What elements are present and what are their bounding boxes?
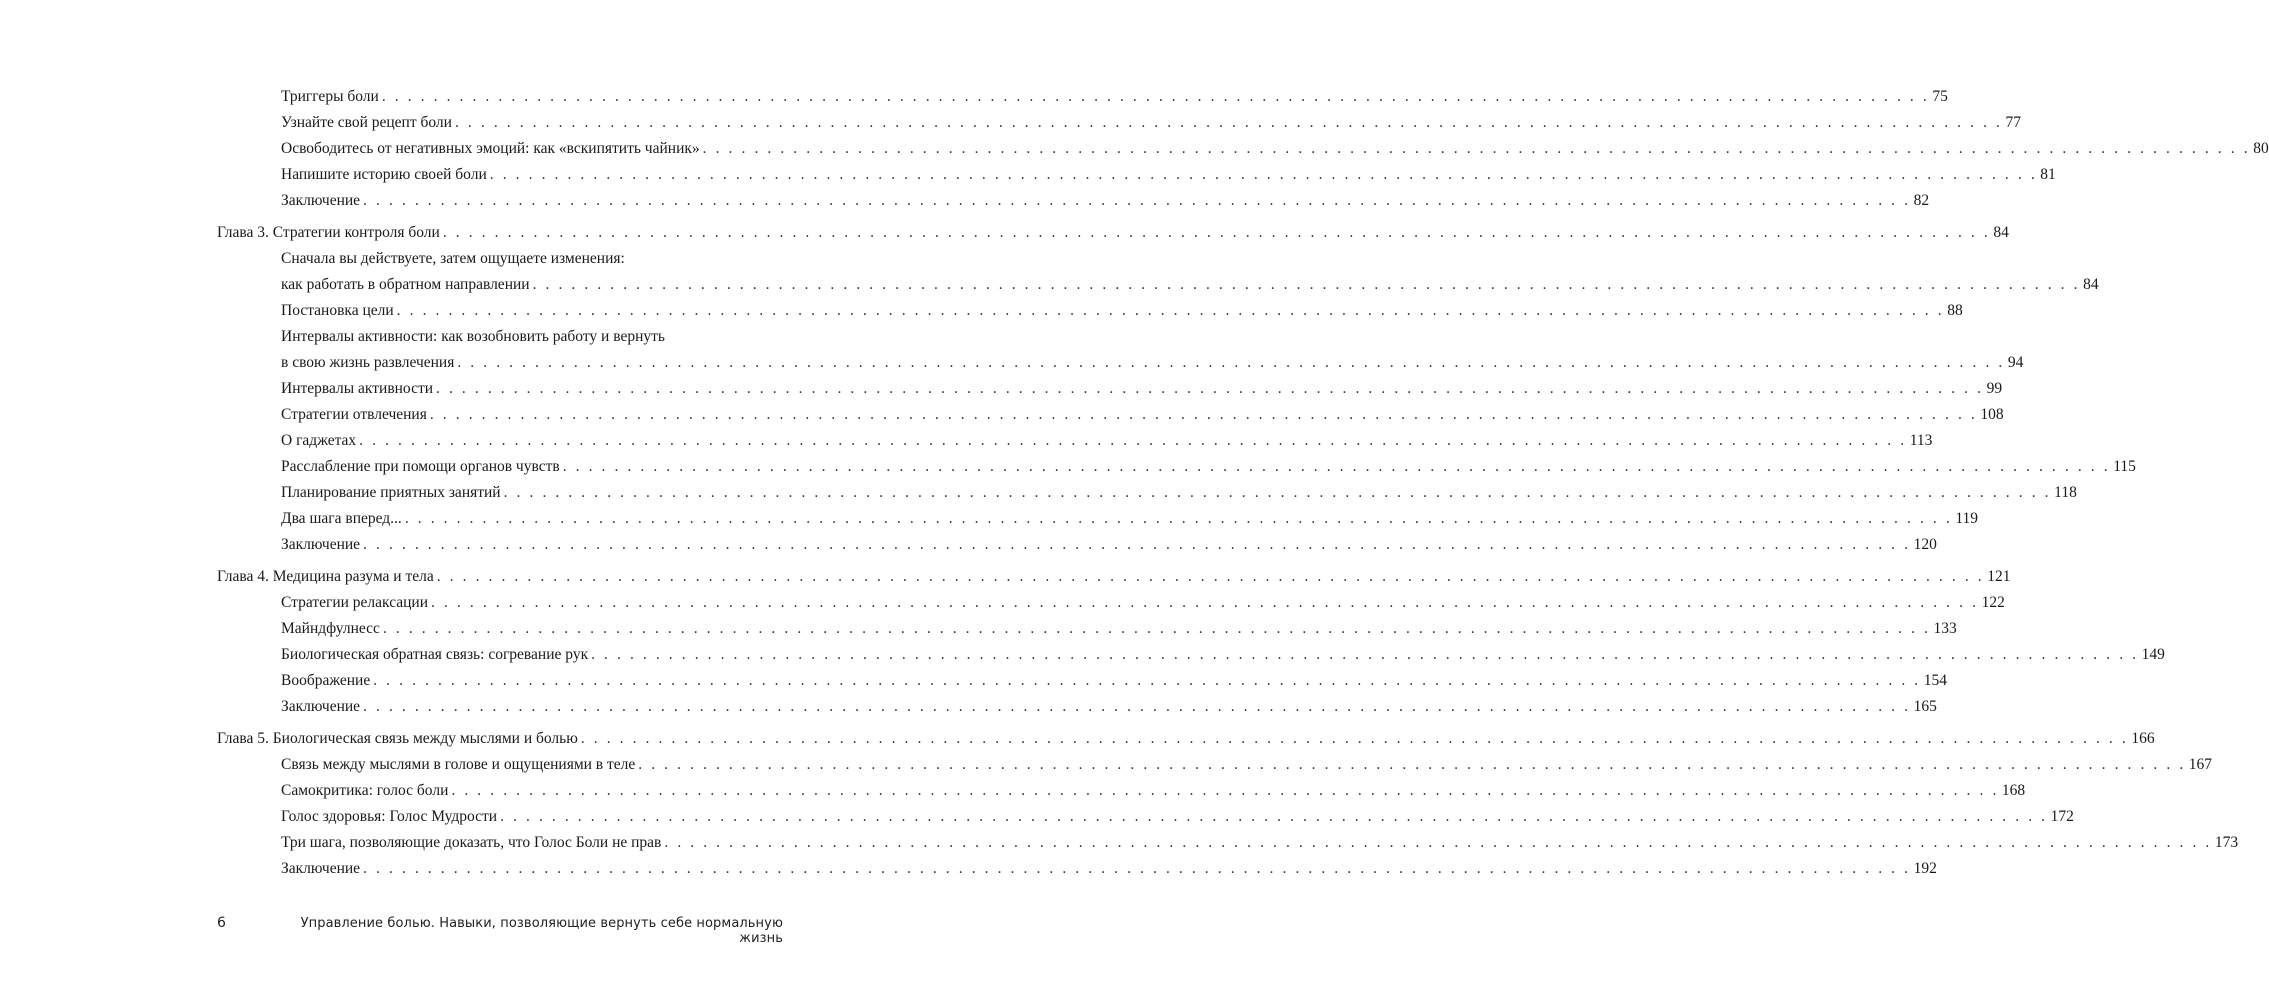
- dot-leader: . . . . . . . . . . . . . . . . . . . . . . . . . . . . . . . . . . . . . . . . . . . . . . . . . . . . . . . . . . . . . . . . . . . . . . . . . . . . . . . . . . . . . . . . . . . . . . . . . . . . . . . . . . . . . . . . . . . . . . . .: [664, 834, 2212, 851]
- toc-entry-title: Триггеры боли: [281, 88, 379, 105]
- toc-entry-title: Планирование приятных занятий: [281, 484, 501, 501]
- toc-entry-row: [281, 830, 2239, 856]
- toc-entry-page-number: 84: [1993, 224, 2009, 241]
- toc-section-entry: [217, 590, 2005, 616]
- toc-entry-page-number: 154: [1923, 672, 1947, 689]
- toc-section-entry: [217, 188, 1930, 214]
- toc-entry-title: Два шага вперед...: [281, 510, 402, 527]
- toc-entry-row: [281, 642, 2165, 668]
- toc-entry-page-number: 82: [1913, 192, 1930, 209]
- toc-entry-title: Самокритика: голос боли: [281, 782, 449, 799]
- toc-entry-title: Майндфулнесс: [281, 620, 380, 637]
- toc-chapter-entry: [217, 726, 2155, 752]
- toc-entry-title-line: Сначала вы действуете, затем ощущаете изменения:: [281, 250, 625, 267]
- toc-section-entry: [217, 454, 2136, 480]
- dot-leader: . . . . . . . . . . . . . . . . . . . . . . . . . . . . . . . . . . . . . . . . . . . . . . . . . . . . . . . . . . . . . . . . . . . . . . . . . . . . . . . . . . . . . . . . . . . . . . . . . . . . . . . . . . . . . . . . . . . . . . . .: [638, 756, 2186, 773]
- toc-entry-page-number: 115: [2113, 458, 2136, 475]
- toc-entry-page-number: 80: [2253, 140, 2269, 157]
- toc-entry-page-number: 168: [2001, 782, 2026, 799]
- toc-entry-row: [281, 694, 1937, 720]
- dot-leader: . . . . . . . . . . . . . . . . . . . . . . . . . . . . . . . . . . . . . . . . . . . . . . . . . . . . . . . . . . . . . . . . . . . . . . . . . . . . . . . . . . . . . . . . . . . . . . . . . . . . . . . . . . . . . . . . . . . . . . . .: [442, 224, 1991, 241]
- toc-section-entry: [217, 428, 1933, 454]
- toc-entry-title: Воображение: [281, 672, 371, 689]
- toc-section-entry: [217, 616, 1957, 642]
- toc-entry-page-number: 173: [2214, 834, 2239, 851]
- toc-section-entry: [217, 376, 2003, 402]
- toc-entry-title: Заключение: [281, 860, 361, 877]
- table-of-contents: [217, 84, 2269, 882]
- page-footer: [217, 915, 783, 946]
- toc-entry-row: [281, 298, 1963, 324]
- dot-leader: . . . . . . . . . . . . . . . . . . . . . . . . . . . . . . . . . . . . . . . . . . . . . . . . . . . . . . . . . . . . . . . . . . . . . . . . . . . . . . . . . . . . . . . . . . . . . . . . . . . . . . . . . . . . . . . . . . . . . . . .: [373, 672, 1921, 689]
- dot-leader: . . . . . . . . . . . . . . . . . . . . . . . . . . . . . . . . . . . . . . . . . . . . . . . . . . . . . . . . . . . . . . . . . . . . . . . . . . . . . . . . . . . . . . . . . . . . . . . . . . . . . . . . . . . . . . . . . . . . . . . .: [431, 594, 1979, 611]
- toc-section-entry: [217, 136, 2269, 162]
- toc-entry-page-number: 108: [1980, 406, 2004, 423]
- toc-entry-row: [281, 272, 2099, 298]
- toc-entry-title: Интервалы активности: [281, 380, 434, 397]
- toc-entry-title: Биологическая обратная связь: согревание рук: [281, 646, 589, 663]
- toc-entry-row: [281, 856, 1937, 882]
- toc-section-entry: [217, 298, 1963, 324]
- dot-leader: . . . . . . . . . . . . . . . . . . . . . . . . . . . . . . . . . . . . . . . . . . . . . . . . . . . . . . . . . . . . . . . . . . . . . . . . . . . . . . . . . . . . . . . . . . . . . . . . . . . . . . . . . . . . . . . . . . . . . . . .: [429, 406, 1978, 423]
- toc-section-entry: [217, 752, 2213, 778]
- toc-entry-row: [281, 162, 2056, 188]
- dot-leader: . . . . . . . . . . . . . . . . . . . . . . . . . . . . . . . . . . . . . . . . . . . . . . . . . . . . . . . . . . . . . . . . . . . . . . . . . . . . . . . . . . . . . . . . . . . . . . . . . . . . . . . . . . . . . . . . . . . . . . . .: [591, 646, 2139, 663]
- toc-entry-row: [217, 564, 2011, 590]
- toc-entry-row: [281, 616, 1957, 642]
- toc-entry-page-number: 122: [1981, 594, 2005, 611]
- toc-entry-row: [281, 506, 1979, 532]
- toc-entry-title: Глава 3. Стратегии контроля боли: [217, 224, 440, 241]
- dot-leader: . . . . . . . . . . . . . . . . . . . . . . . . . . . . . . . . . . . . . . . . . . . . . . . . . . . . . . . . . . . . . . . . . . . . . . . . . . . . . . . . . . . . . . . . . . . . . . . . . . . . . . . . . . . . . . . . . . . . . . . .: [457, 354, 2005, 371]
- toc-entry-row: [281, 590, 2005, 616]
- toc-entry-row: [281, 480, 2077, 506]
- toc-section-entry: [217, 480, 2077, 506]
- toc-section-entry: [217, 532, 1937, 558]
- toc-entry-title: в свою жизнь развлечения: [281, 354, 455, 371]
- toc-section-entry: [217, 162, 2056, 188]
- toc-entry-row: [281, 532, 1937, 558]
- toc-entry-row: [281, 376, 2003, 402]
- dot-leader: . . . . . . . . . . . . . . . . . . . . . . . . . . . . . . . . . . . . . . . . . . . . . . . . . . . . . . . . . . . . . . . . . . . . . . . . . . . . . . . . . . . . . . . . . . . . . . . . . . . . . . . . . . . . . . . . . . . . . . . .: [489, 166, 2038, 183]
- toc-entry-row: [281, 804, 2074, 830]
- toc-entry-row: [281, 402, 2004, 428]
- toc-entry-title: Расслабление при помощи органов чувств: [281, 458, 560, 475]
- dot-leader: . . . . . . . . . . . . . . . . . . . . . . . . . . . . . . . . . . . . . . . . . . . . . . . . . . . . . . . . . . . . . . . . . . . . . . . . . . . . . . . . . . . . . . . . . . . . . . . . . . . . . . . . . . . . . . . . . . . . . . . .: [363, 536, 1911, 553]
- toc-entry-title: Глава 4. Медицина разума и тела: [217, 568, 434, 585]
- toc-entry-title: Стратегии отвлечения: [281, 406, 427, 423]
- toc-entry-title: Глава 5. Биологическая связь между мыслями и болью: [217, 730, 578, 747]
- toc-entry-page-number: 75: [1932, 88, 1948, 105]
- toc-entry-page-number: 120: [1913, 536, 1937, 553]
- dot-leader: . . . . . . . . . . . . . . . . . . . . . . . . . . . . . . . . . . . . . . . . . . . . . . . . . . . . . . . . . . . . . . . . . . . . . . . . . . . . . . . . . . . . . . . . . . . . . . . . . . . . . . . . . . . . . . . . . . . . . . . .: [580, 730, 2129, 747]
- toc-entry-row: [281, 428, 1933, 454]
- toc-entry-title: О гаджетах: [281, 432, 357, 449]
- toc-entry-title: Освободитесь от негативных эмоций: как «вскипятить чайник»: [281, 140, 700, 157]
- toc-entry-row: [281, 350, 2024, 376]
- dot-leader: . . . . . . . . . . . . . . . . . . . . . . . . . . . . . . . . . . . . . . . . . . . . . . . . . . . . . . . . . . . . . . . . . . . . . . . . . . . . . . . . . . . . . . . . . . . . . . . . . . . . . . . . . . . . . . . . . . . . . . . .: [404, 510, 1953, 527]
- dot-leader: . . . . . . . . . . . . . . . . . . . . . . . . . . . . . . . . . . . . . . . . . . . . . . . . . . . . . . . . . . . . . . . . . . . . . . . . . . . . . . . . . . . . . . . . . . . . . . . . . . . . . . . . . . . . . . . . . . . . . . . .: [381, 88, 1930, 105]
- toc-entry-title: Постановка цели: [281, 302, 394, 319]
- toc-entry-page-number: 118: [2054, 484, 2077, 501]
- toc-section-entry: [217, 830, 2239, 856]
- toc-entry-page-number: 149: [2141, 646, 2165, 663]
- toc-entry-title: Заключение: [281, 192, 361, 209]
- toc-entry-title: Стратегии релаксации: [281, 594, 429, 611]
- toc-entry-page-number: 121: [1987, 568, 2011, 585]
- toc-entry-row: [281, 136, 2269, 162]
- dot-leader: . . . . . . . . . . . . . . . . . . . . . . . . . . . . . . . . . . . . . . . . . . . . . . . . . . . . . . . . . . . . . . . . . . . . . . . . . . . . . . . . . . . . . . . . . . . . . . . . . . . . . . . . . . . . . . . . . . . . . . . .: [382, 620, 1931, 637]
- toc-entry-row: [281, 668, 1947, 694]
- page-number: 6: [217, 915, 226, 931]
- toc-entry-row: [217, 726, 2155, 752]
- running-title: Управление болью. Навыки, позволяющие вернуть себе нормальную жизнь: [300, 916, 783, 946]
- toc-entry-title: Связь между мыслями в голове и ощущениями в теле: [281, 756, 636, 773]
- toc-section-entry: [217, 110, 2021, 136]
- toc-chapter-entry: [217, 220, 2009, 246]
- toc-entry-row: [281, 110, 2021, 136]
- toc-entry-page-number: 167: [2188, 756, 2213, 773]
- dot-leader: . . . . . . . . . . . . . . . . . . . . . . . . . . . . . . . . . . . . . . . . . . . . . . . . . . . . . . . . . . . . . . . . . . . . . . . . . . . . . . . . . . . . . . . . . . . . . . . . . . . . . . . . . . . . . . . . . . . . . . . .: [363, 860, 1911, 877]
- toc-entry-page-number: 81: [2040, 166, 2056, 183]
- dot-leader: . . . . . . . . . . . . . . . . . . . . . . . . . . . . . . . . . . . . . . . . . . . . . . . . . . . . . . . . . . . . . . . . . . . . . . . . . . . . . . . . . . . . . . . . . . . . . . . . . . . . . . . . . . . . . . . . . . . . . . . .: [436, 568, 1985, 585]
- dot-leader: . . . . . . . . . . . . . . . . . . . . . . . . . . . . . . . . . . . . . . . . . . . . . . . . . . . . . . . . . . . . . . . . . . . . . . . . . . . . . . . . . . . . . . . . . . . . . . . . . . . . . . . . . . . . . . . . . . . . . . . .: [363, 698, 1911, 715]
- toc-entry-row: [217, 220, 2009, 246]
- toc-entry-title: Голос здоровья: Голос Мудрости: [281, 808, 498, 825]
- toc-entry-row: [281, 84, 1948, 110]
- toc-entry-title: Напишите историю своей боли: [281, 166, 487, 183]
- dot-leader: . . . . . . . . . . . . . . . . . . . . . . . . . . . . . . . . . . . . . . . . . . . . . . . . . . . . . . . . . . . . . . . . . . . . . . . . . . . . . . . . . . . . . . . . . . . . . . . . . . . . . . . . . . . . . . . . . . . . . . . .: [503, 484, 2052, 501]
- toc-entry-row: [281, 188, 1930, 214]
- toc-section-entry: [217, 84, 1948, 110]
- dot-leader: . . . . . . . . . . . . . . . . . . . . . . . . . . . . . . . . . . . . . . . . . . . . . . . . . . . . . . . . . . . . . . . . . . . . . . . . . . . . . . . . . . . . . . . . . . . . . . . . . . . . . . . . . . . . . . . . . . . . . . . .: [396, 302, 1945, 319]
- toc-entry-title-line: Интервалы активности: как возобновить работу и вернуть: [281, 328, 665, 345]
- toc-entry-page-number: 77: [2005, 114, 2021, 131]
- dot-leader: . . . . . . . . . . . . . . . . . . . . . . . . . . . . . . . . . . . . . . . . . . . . . . . . . . . . . . . . . . . . . . . . . . . . . . . . . . . . . . . . . . . . . . . . . . . . . . . . . . . . . . . . . . . . . . . . . . . . . . . .: [436, 380, 1984, 397]
- toc-entry-page-number: 99: [1986, 380, 2003, 397]
- toc-entry-page-number: 172: [2050, 808, 2074, 825]
- toc-section-entry: [217, 324, 2024, 376]
- toc-entry-row: [281, 752, 2213, 778]
- dot-leader: . . . . . . . . . . . . . . . . . . . . . . . . . . . . . . . . . . . . . . . . . . . . . . . . . . . . . . . . . . . . . . . . . . . . . . . . . . . . . . . . . . . . . . . . . . . . . . . . . . . . . . . . . . . . . . . . . . . . . . . .: [532, 276, 2081, 293]
- toc-section-entry: [217, 402, 2004, 428]
- dot-leader: . . . . . . . . . . . . . . . . . . . . . . . . . . . . . . . . . . . . . . . . . . . . . . . . . . . . . . . . . . . . . . . . . . . . . . . . . . . . . . . . . . . . . . . . . . . . . . . . . . . . . . . . . . . . . . . . . . . . . . . .: [359, 432, 1907, 449]
- toc-section-entry: [217, 856, 1937, 882]
- toc-entry-title: Заключение: [281, 698, 361, 715]
- dot-leader: . . . . . . . . . . . . . . . . . . . . . . . . . . . . . . . . . . . . . . . . . . . . . . . . . . . . . . . . . . . . . . . . . . . . . . . . . . . . . . . . . . . . . . . . . . . . . . . . . . . . . . . . . . . . . . . . . . . . . . . .: [500, 808, 2048, 825]
- toc-entry-row: [281, 454, 2136, 480]
- toc-section-entry: [217, 668, 1947, 694]
- toc-entry-page-number: 113: [1909, 432, 1933, 449]
- toc-section-entry: [217, 694, 1937, 720]
- toc-chapter-entry: [217, 564, 2011, 590]
- toc-entry-title: Узнайте свой рецепт боли: [281, 114, 452, 131]
- dot-leader: . . . . . . . . . . . . . . . . . . . . . . . . . . . . . . . . . . . . . . . . . . . . . . . . . . . . . . . . . . . . . . . . . . . . . . . . . . . . . . . . . . . . . . . . . . . . . . . . . . . . . . . . . . . . . . . . . . . . . . . .: [451, 782, 1999, 799]
- toc-section-entry: [217, 804, 2074, 830]
- toc-entry-page-number: 192: [1913, 860, 1937, 877]
- toc-section-entry: [217, 246, 2099, 298]
- toc-entry-page-number: 119: [1955, 510, 1979, 527]
- dot-leader: . . . . . . . . . . . . . . . . . . . . . . . . . . . . . . . . . . . . . . . . . . . . . . . . . . . . . . . . . . . . . . . . . . . . . . . . . . . . . . . . . . . . . . . . . . . . . . . . . . . . . . . . . . . . . . . . . . . . . . . .: [454, 114, 2003, 131]
- toc-entry-page-number: 133: [1933, 620, 1957, 637]
- dot-leader: . . . . . . . . . . . . . . . . . . . . . . . . . . . . . . . . . . . . . . . . . . . . . . . . . . . . . . . . . . . . . . . . . . . . . . . . . . . . . . . . . . . . . . . . . . . . . . . . . . . . . . . . . . . . . . . . . . . . . . . .: [702, 140, 2251, 157]
- toc-entry-title: Заключение: [281, 536, 361, 553]
- toc-entry-page-number: 84: [2083, 276, 2099, 293]
- toc-entry-title: Три шага, позволяющие доказать, что Голос Боли не прав: [281, 834, 662, 851]
- dot-leader: . . . . . . . . . . . . . . . . . . . . . . . . . . . . . . . . . . . . . . . . . . . . . . . . . . . . . . . . . . . . . . . . . . . . . . . . . . . . . . . . . . . . . . . . . . . . . . . . . . . . . . . . . . . . . . . . . . . . . . . .: [562, 458, 2111, 475]
- toc-entry-page-number: 165: [1913, 698, 1937, 715]
- toc-section-entry: [217, 506, 1979, 532]
- toc-entry-row: [281, 778, 2026, 804]
- toc-entry-page-number: 94: [2007, 354, 2024, 371]
- toc-entry-title: как работать в обратном направлении: [281, 276, 530, 293]
- toc-section-entry: [217, 642, 2165, 668]
- dot-leader: . . . . . . . . . . . . . . . . . . . . . . . . . . . . . . . . . . . . . . . . . . . . . . . . . . . . . . . . . . . . . . . . . . . . . . . . . . . . . . . . . . . . . . . . . . . . . . . . . . . . . . . . . . . . . . . . . . . . . . . .: [363, 192, 1911, 209]
- toc-entry-page-number: 88: [1947, 302, 1963, 319]
- toc-entry-page-number: 166: [2131, 730, 2155, 747]
- toc-section-entry: [217, 778, 2026, 804]
